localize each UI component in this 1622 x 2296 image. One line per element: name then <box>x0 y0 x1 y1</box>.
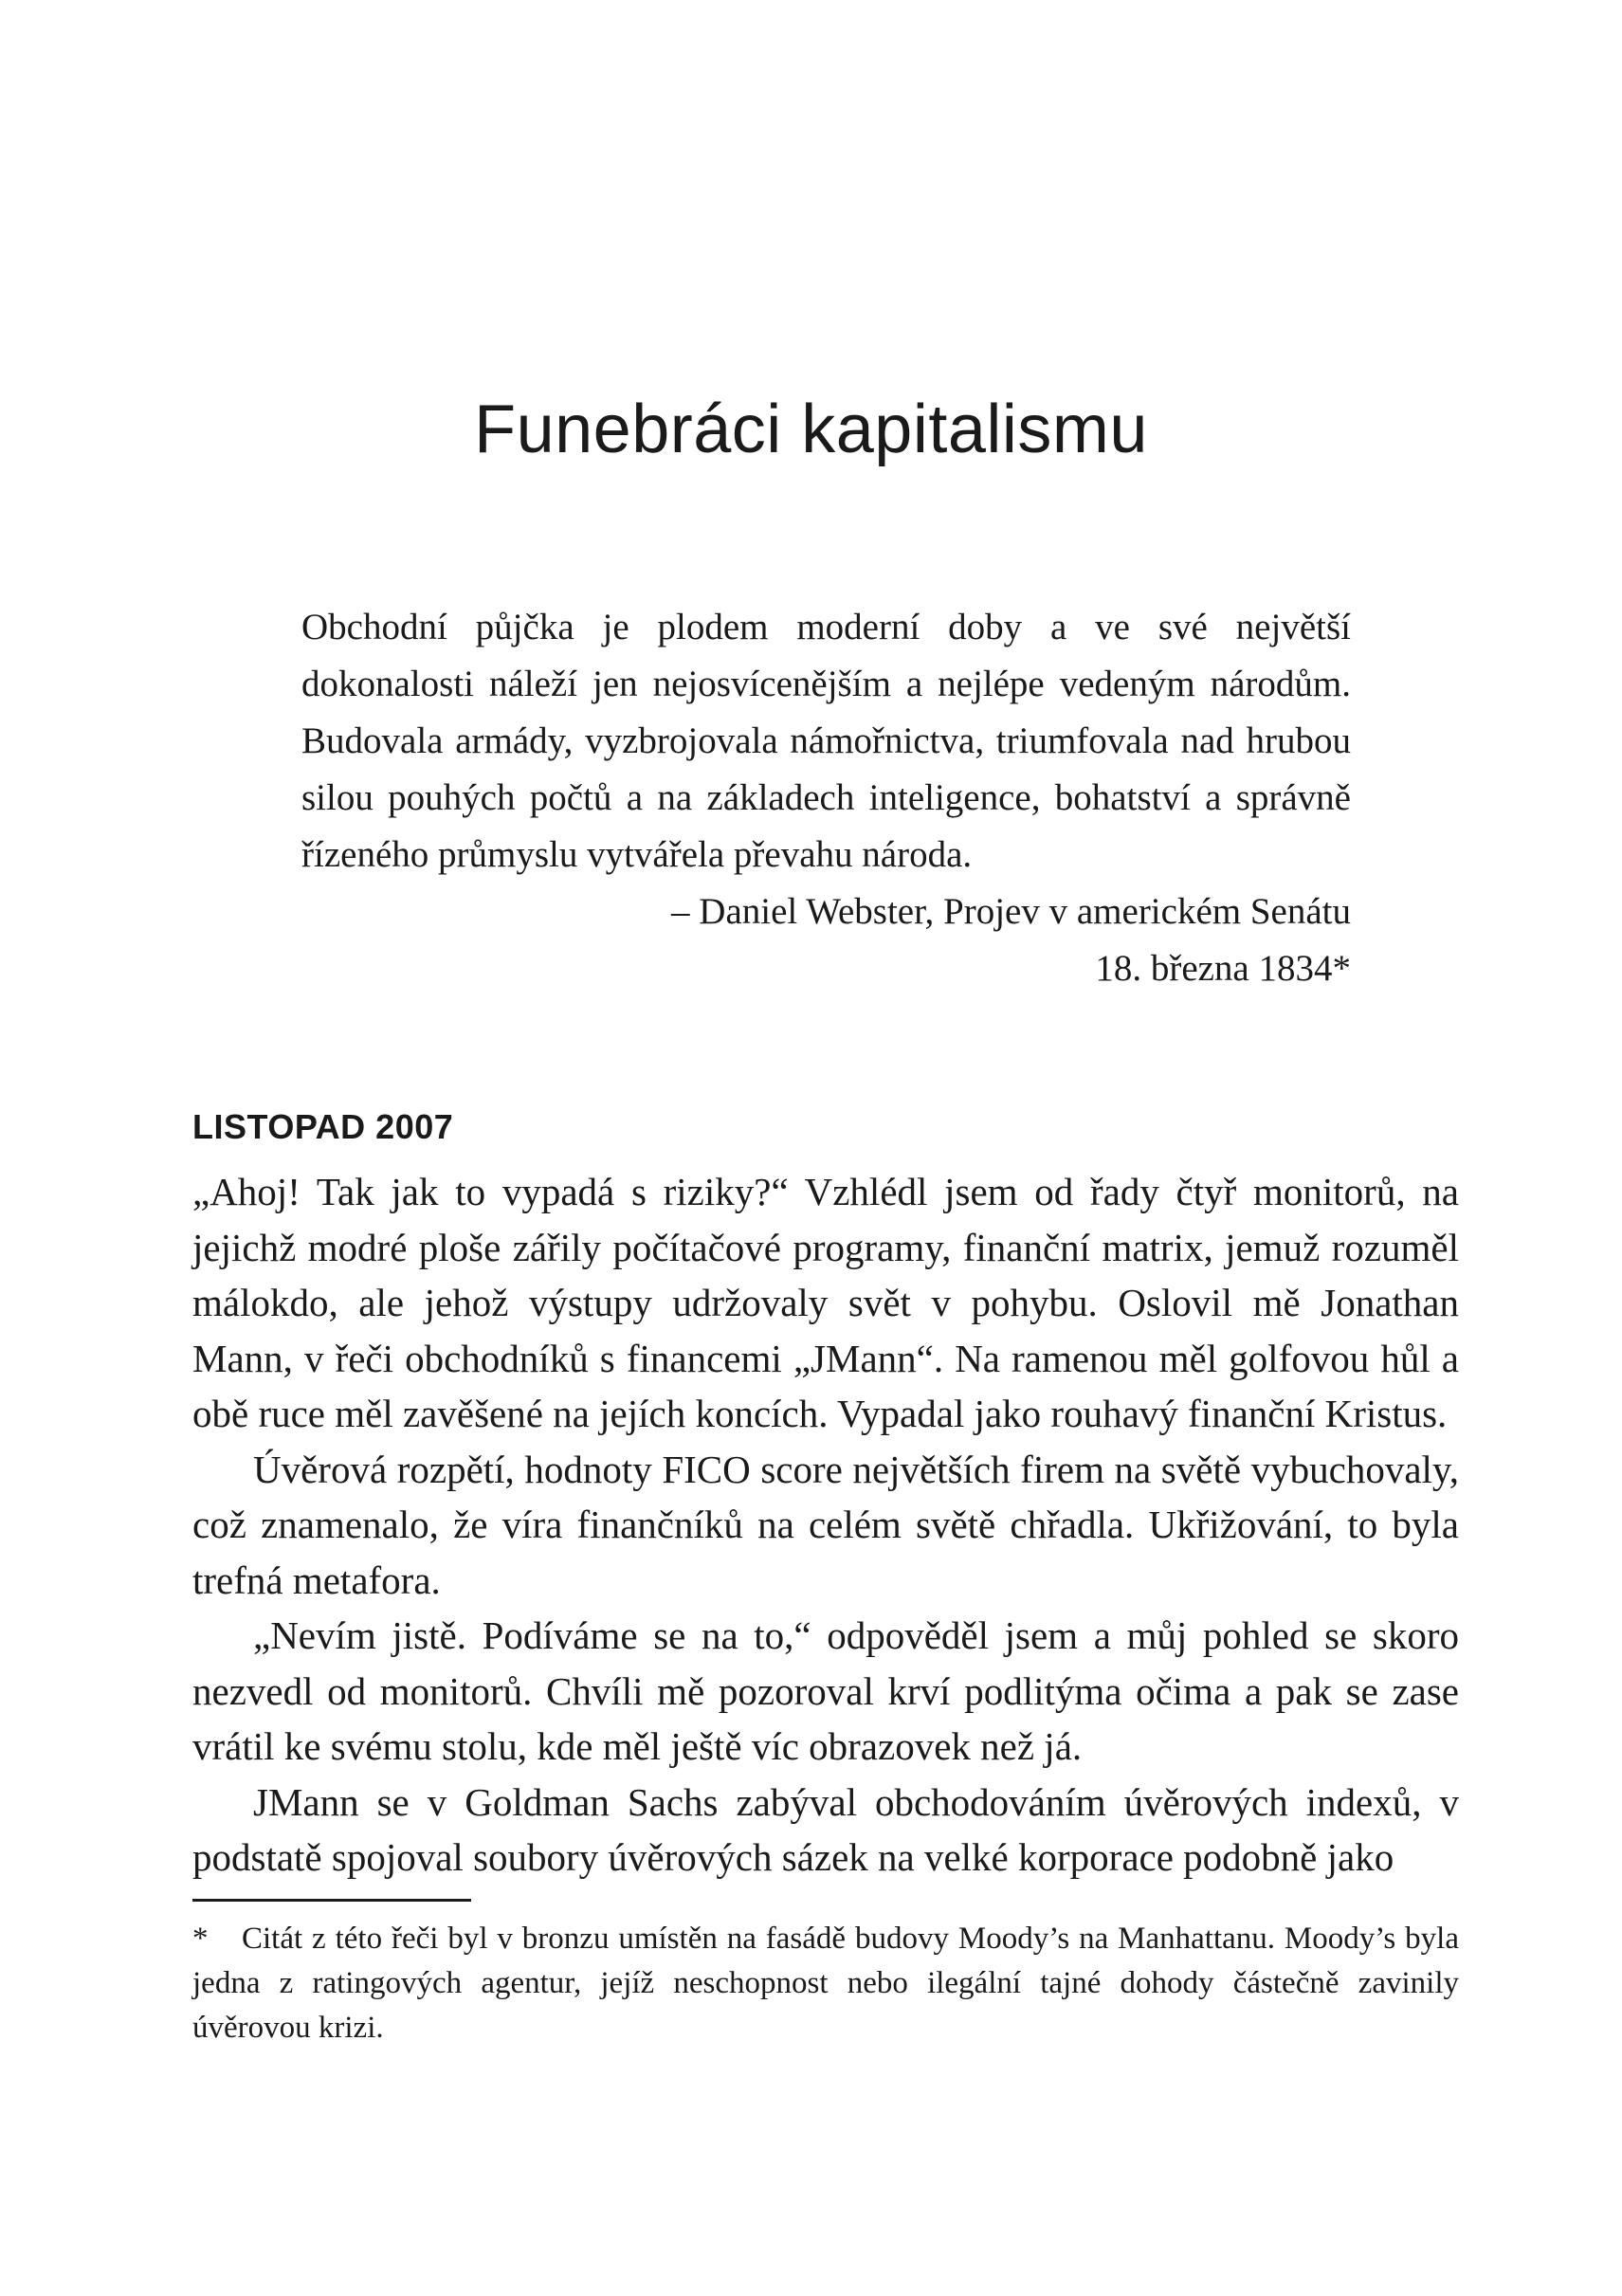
footnote-text: Citát z této řeči byl v bronzu umístěn na fasádě budovy Moody’s na Manhattanu. Moody’s byla jedna z ratingových agentur, jejíž neschopnost nebo ilegální tajné dohody částečně zavinily úvěrovou krizi. <box>192 1922 1459 2045</box>
paragraph: „Ahoj! Tak jak to vypadá s riziky?“ Vzhlédl jsem od řady čtyř monitorů, na jejichž modré ploše zářily počítačové programy, finanční matrix, jemuž rozuměl málokdo, ale jehož výstupy udržovaly svět v pohybu. Oslovil mě Jonathan Mann, v řeči obchodníků s financemi „JMann“. Na ramenou měl golfovou hůl a obě ruce měl zavěšené na jejích koncích. Vypadal jako rouhavý finanční Kristus. <box>192 1170 1459 1435</box>
footnote-marker: * <box>192 1922 209 1956</box>
paragraph: Úvěrová rozpětí, hodnoty FICO score největších firem na světě vybuchovaly, což znamenalo, že víra finančníků na celém světě chřadla. Ukřižování, to byla trefná metafora. <box>192 1447 1459 1602</box>
footnote <box>192 1917 1459 2050</box>
epigraph-date: 18. března 1834* <box>1095 948 1351 989</box>
body-text <box>192 1164 1459 1886</box>
paragraph: JMann se v Goldman Sachs zabýval obchodováním úvěrových indexů, v podstatě spojoval soubory úvěrových sázek na velké korporace podobně jako <box>192 1779 1459 1879</box>
epigraph-attribution: – Daniel Webster, Projev v americkém Senátu <box>671 891 1351 932</box>
paragraph: „Nevím jistě. Podíváme se na to,“ odpověděl jsem a můj pohled se skoro nezvedl od monitorů. Chvíli mě pozoroval krví podlitýma očima a pak se zase vrátil ke svému stolu, kde měl ještě víc obrazovek než já. <box>192 1613 1459 1768</box>
section-heading: LISTOPAD 2007 <box>192 1107 454 1146</box>
epigraph-quote: Obchodní půjčka je plodem moderní doby a ve své největší dokonalosti náleží jen nejosvícenějším a nejlépe vedeným národům. Budovala armády, vyzbrojovala námořnictva, triumfovala nad hrubou silou pouhých počtů a na základech inteligence, bohatství a správně řízeného průmyslu vytvářela převahu národa. <box>301 607 1351 875</box>
footnote-divider <box>192 1899 471 1902</box>
chapter-title: Funebráci kapitalismu <box>474 392 1148 467</box>
epigraph <box>301 599 1351 997</box>
